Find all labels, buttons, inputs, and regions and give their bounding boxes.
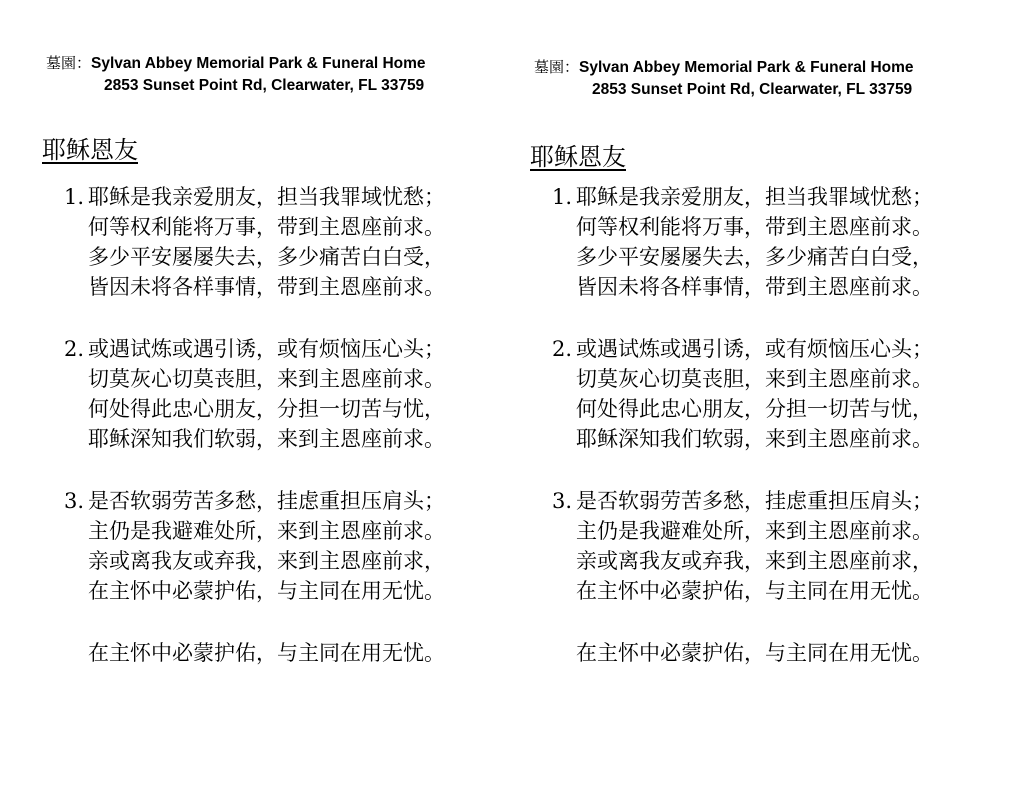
- verse-line: 切莫灰心切莫丧胆，来到主恩座前求。: [576, 367, 933, 391]
- refrain-line: 在主怀中必蒙护佑，与主同在用无忧。: [576, 641, 933, 665]
- verse-2: [64, 334, 445, 454]
- verse-line: 耶稣是我亲爱朋友，担当我罪域忧愁；: [88, 185, 445, 209]
- verse-line: 多少平安屡屡失去，多少痛苦白白受，: [576, 245, 933, 269]
- verse-line: 在主怀中必蒙护佑，与主同在用无忧。: [576, 579, 933, 603]
- verse-line: 皆因未将各样事情，带到主恩座前求。: [576, 275, 933, 299]
- hymn-verses: [552, 182, 933, 668]
- header-label: 墓園：: [46, 54, 92, 72]
- verse-line: 何等权利能将万事，带到主恩座前求。: [576, 215, 933, 239]
- hymn-title: 耶稣恩友: [42, 136, 138, 164]
- verse-number: 2.: [64, 337, 85, 361]
- refrain-line: 在主怀中必蒙护佑，与主同在用无忧。: [88, 641, 445, 665]
- cemetery-header: [534, 56, 914, 101]
- hymn-title: 耶稣恩友: [530, 143, 626, 171]
- verse-line: 何处得此忠心朋友，分担一切苦与忧，: [88, 397, 445, 421]
- verse-number: 3.: [64, 489, 85, 513]
- cemetery-address: 2853 Sunset Point Rd, Clearwater, FL 33759: [104, 77, 425, 94]
- verse-number: 1.: [64, 185, 85, 209]
- program-sheet-left: [0, 0, 500, 791]
- verse-1: [552, 182, 933, 302]
- verse-2: [552, 334, 933, 454]
- verse-line: 耶稣深知我们软弱，来到主恩座前求。: [576, 427, 933, 451]
- cemetery-name: Sylvan Abbey Memorial Park & Funeral Home: [579, 59, 914, 76]
- cemetery-address: 2853 Sunset Point Rd, Clearwater, FL 33759: [592, 81, 913, 98]
- verse-3: [64, 486, 445, 606]
- verse-number: 3.: [552, 489, 573, 513]
- verse-line: 是否软弱劳苦多愁，挂虑重担压肩头；: [576, 489, 933, 513]
- verse-3: [552, 486, 933, 606]
- verse-number: 1.: [552, 185, 573, 209]
- verse-number: 2.: [552, 337, 573, 361]
- verse-line: 皆因未将各样事情，带到主恩座前求。: [88, 275, 445, 299]
- hymn-verses: [64, 182, 445, 668]
- verse-line: 亲或离我友或弃我，来到主恩座前求，: [576, 549, 933, 573]
- verse-line: 主仍是我避难处所，来到主恩座前求。: [576, 519, 933, 543]
- verse-line: 是否软弱劳苦多愁，挂虑重担压肩头；: [88, 489, 445, 513]
- verse-1: [64, 182, 445, 302]
- cemetery-header: [46, 52, 426, 97]
- verse-line: 何处得此忠心朋友，分担一切苦与忧，: [576, 397, 933, 421]
- verse-line: 多少平安屡屡失去，多少痛苦白白受，: [88, 245, 445, 269]
- header-label: 墓園：: [534, 58, 580, 76]
- verse-line: 主仍是我避难处所，来到主恩座前求。: [88, 519, 445, 543]
- verse-line: 耶稣是我亲爱朋友，担当我罪域忧愁；: [576, 185, 933, 209]
- verse-line: 耶稣深知我们软弱，来到主恩座前求。: [88, 427, 445, 451]
- program-sheet-right: [488, 0, 988, 791]
- verse-line: 在主怀中必蒙护佑，与主同在用无忧。: [88, 579, 445, 603]
- cemetery-name: Sylvan Abbey Memorial Park & Funeral Home: [91, 55, 426, 72]
- verse-line: 亲或离我友或弃我，来到主恩座前求，: [88, 549, 445, 573]
- verse-line: 何等权利能将万事，带到主恩座前求。: [88, 215, 445, 239]
- verse-line: 或遇试炼或遇引诱，或有烦恼压心头；: [88, 337, 445, 361]
- verse-line: 切莫灰心切莫丧胆，来到主恩座前求。: [88, 367, 445, 391]
- verse-line: 或遇试炼或遇引诱，或有烦恼压心头；: [576, 337, 933, 361]
